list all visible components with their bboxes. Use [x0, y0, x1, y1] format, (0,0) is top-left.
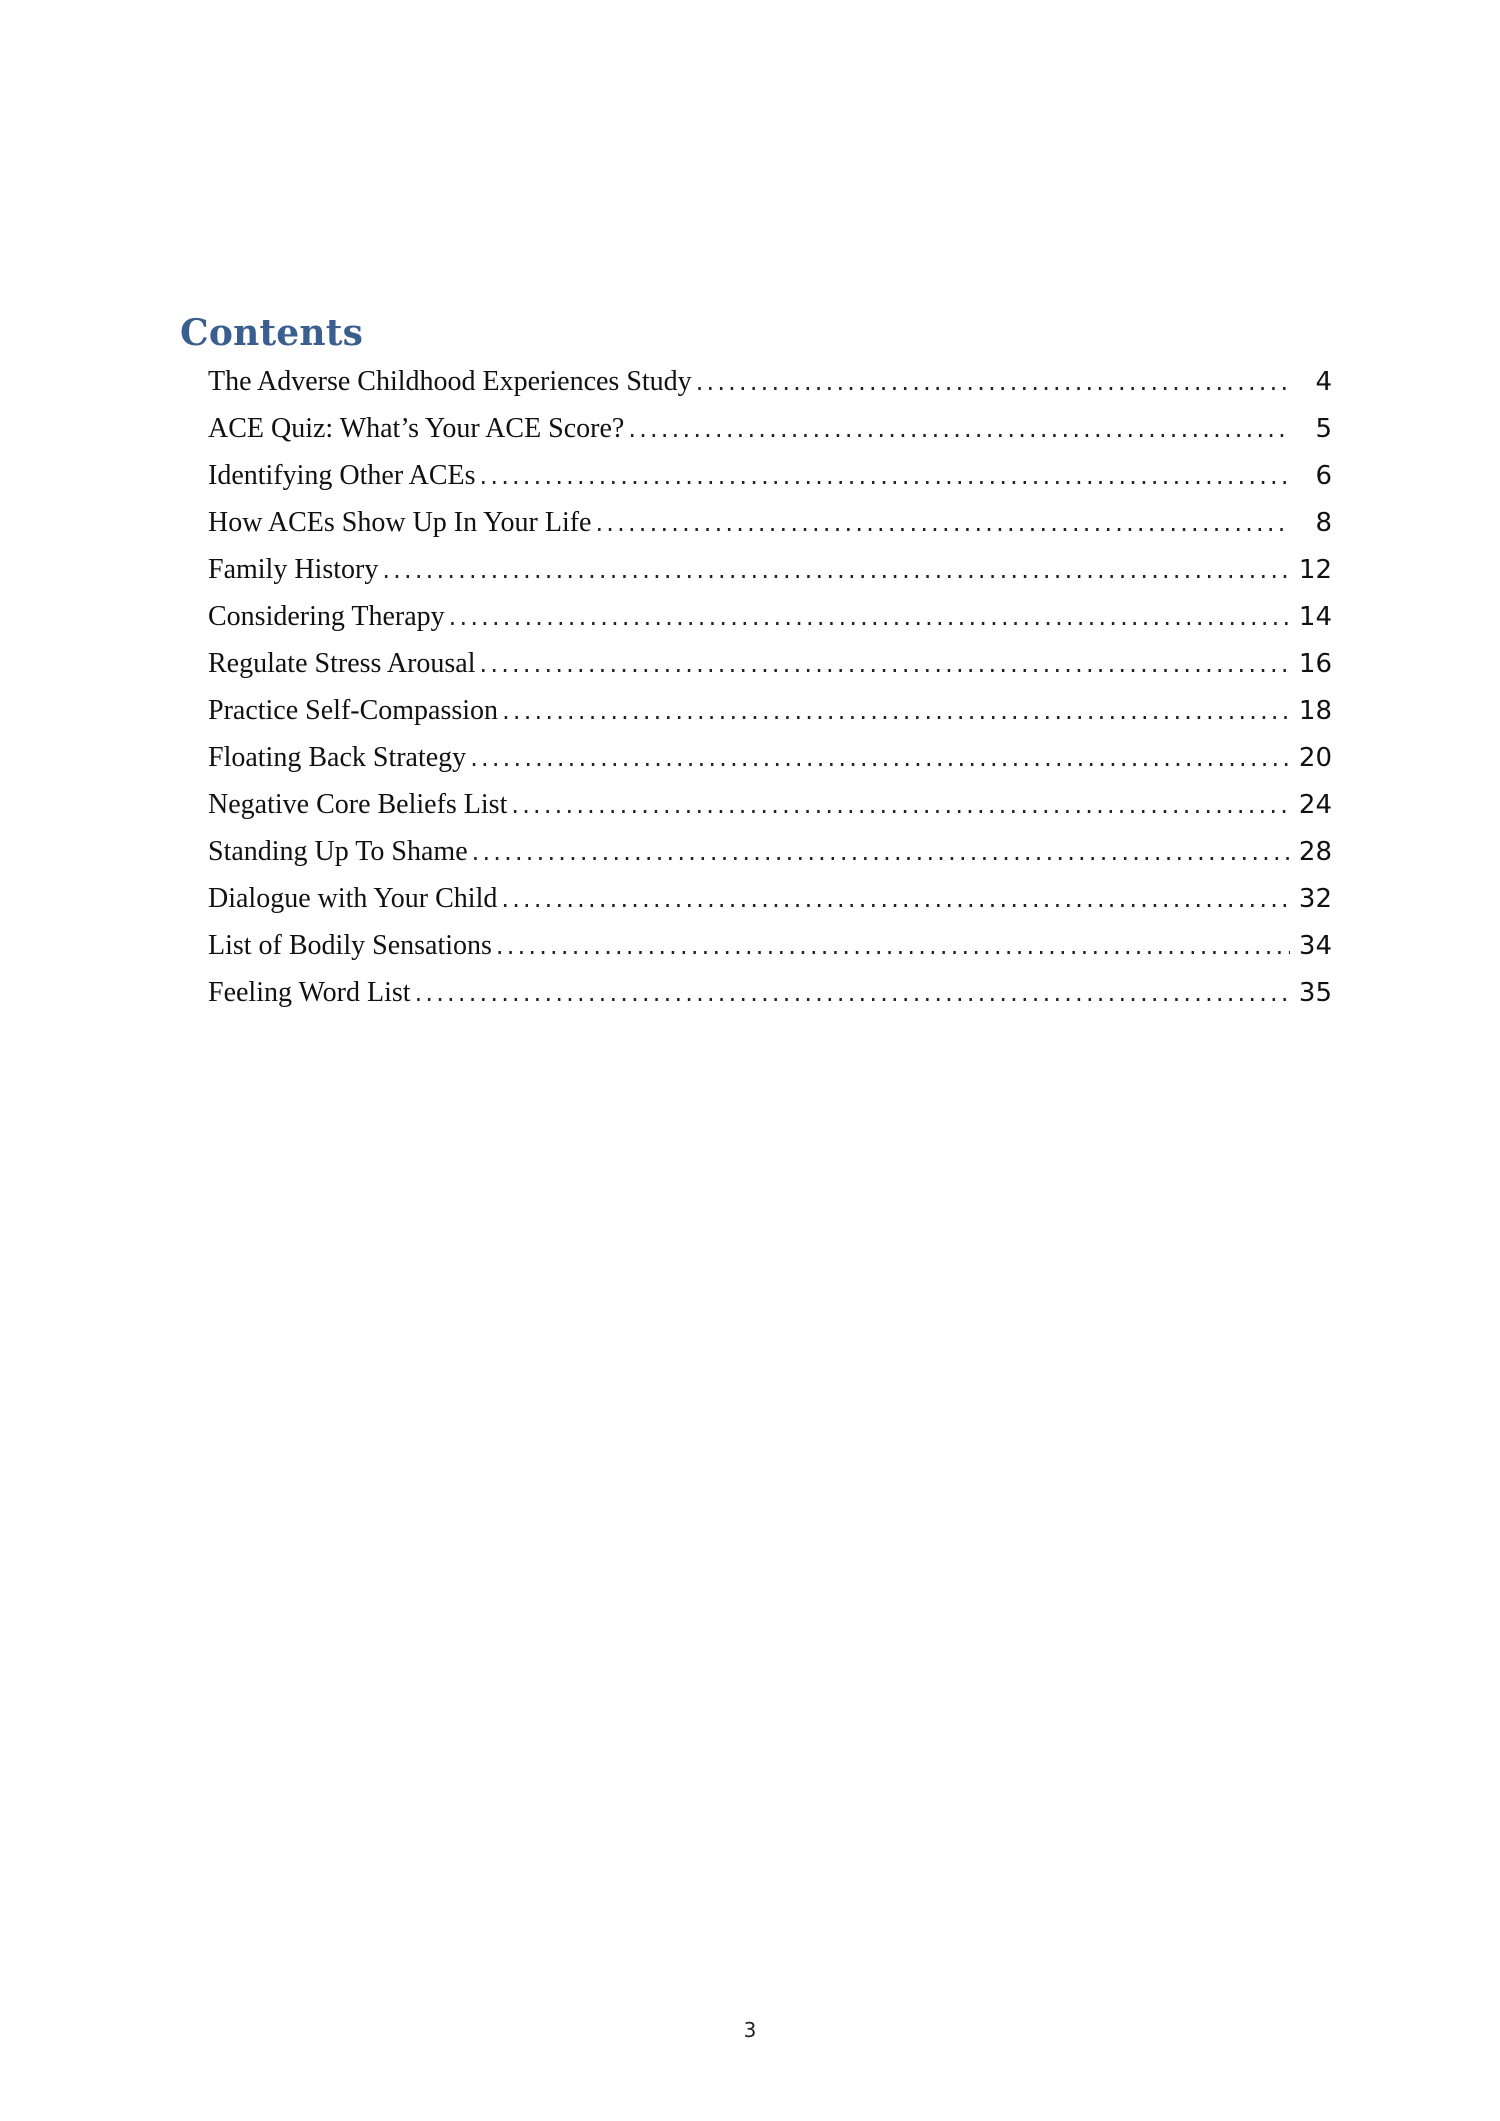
toc-entry-label: List of Bodily Sensations	[208, 930, 492, 961]
toc-entry-label: Regulate Stress Arousal	[208, 648, 476, 679]
toc-entry-label: Standing Up To Shame	[208, 836, 468, 867]
toc-entry-page: 24	[1298, 790, 1332, 820]
toc-entry-page: 20	[1298, 743, 1332, 773]
dot-leader	[595, 500, 1290, 547]
dot-leader	[501, 876, 1290, 923]
toc-entry-page: 34	[1298, 931, 1332, 961]
toc-entry-label: Identifying Other ACEs	[208, 460, 476, 491]
dot-leader	[502, 688, 1290, 735]
toc-entry[interactable]	[208, 546, 1332, 593]
toc-entry[interactable]	[208, 781, 1332, 828]
toc-entry-page: 14	[1298, 602, 1332, 632]
contents-heading: Contents	[180, 312, 364, 354]
toc-entry[interactable]	[208, 734, 1332, 781]
toc-entry-page: 18	[1298, 696, 1332, 726]
toc-entry[interactable]	[208, 405, 1332, 452]
dot-leader	[472, 829, 1290, 876]
toc-entry-label: The Adverse Childhood Experiences Study	[208, 366, 692, 397]
toc-entry-label: Considering Therapy	[208, 601, 445, 632]
page-number: 3	[743, 2018, 757, 2042]
toc-entry[interactable]	[208, 687, 1332, 734]
toc-entry-label: Dialogue with Your Child	[208, 883, 498, 914]
toc-entry-label: Floating Back Strategy	[208, 742, 467, 773]
toc-entry-label: Practice Self-Compassion	[208, 695, 499, 726]
dot-leader	[382, 547, 1290, 594]
toc-entry-label: ACE Quiz: What’s Your ACE Score?	[208, 413, 625, 444]
toc-entry-page: 35	[1298, 978, 1332, 1008]
toc-entry[interactable]	[208, 922, 1332, 969]
toc-entry-page: 8	[1315, 508, 1332, 538]
toc-entry-page: 6	[1315, 461, 1332, 491]
toc-entry-page: 32	[1298, 884, 1332, 914]
toc-entry-label: How ACEs Show Up In Your Life	[208, 507, 592, 538]
dot-leader	[480, 641, 1290, 688]
table-of-contents	[208, 358, 1332, 1016]
dot-leader	[628, 406, 1290, 453]
toc-entry[interactable]	[208, 358, 1332, 405]
dot-leader	[415, 970, 1290, 1017]
dot-leader	[449, 594, 1290, 641]
toc-entry[interactable]	[208, 875, 1332, 922]
toc-entry[interactable]	[208, 969, 1332, 1016]
toc-entry-page: 16	[1298, 649, 1332, 679]
dot-leader	[480, 453, 1290, 500]
toc-entry-page: 4	[1315, 367, 1332, 397]
dot-leader	[470, 735, 1290, 782]
toc-entry[interactable]	[208, 828, 1332, 875]
toc-entry-page: 28	[1298, 837, 1332, 867]
toc-entry-label: Feeling Word List	[208, 977, 411, 1008]
toc-entry[interactable]	[208, 593, 1332, 640]
toc-entry-label: Negative Core Beliefs List	[208, 789, 508, 820]
toc-entry-page: 12	[1298, 555, 1332, 585]
toc-entry-label: Family History	[208, 554, 379, 585]
toc-entry[interactable]	[208, 452, 1332, 499]
dot-leader	[696, 359, 1290, 406]
toc-entry-page: 5	[1315, 414, 1332, 444]
toc-entry[interactable]	[208, 640, 1332, 687]
dot-leader	[511, 782, 1290, 829]
dot-leader	[496, 923, 1290, 970]
toc-entry[interactable]	[208, 499, 1332, 546]
